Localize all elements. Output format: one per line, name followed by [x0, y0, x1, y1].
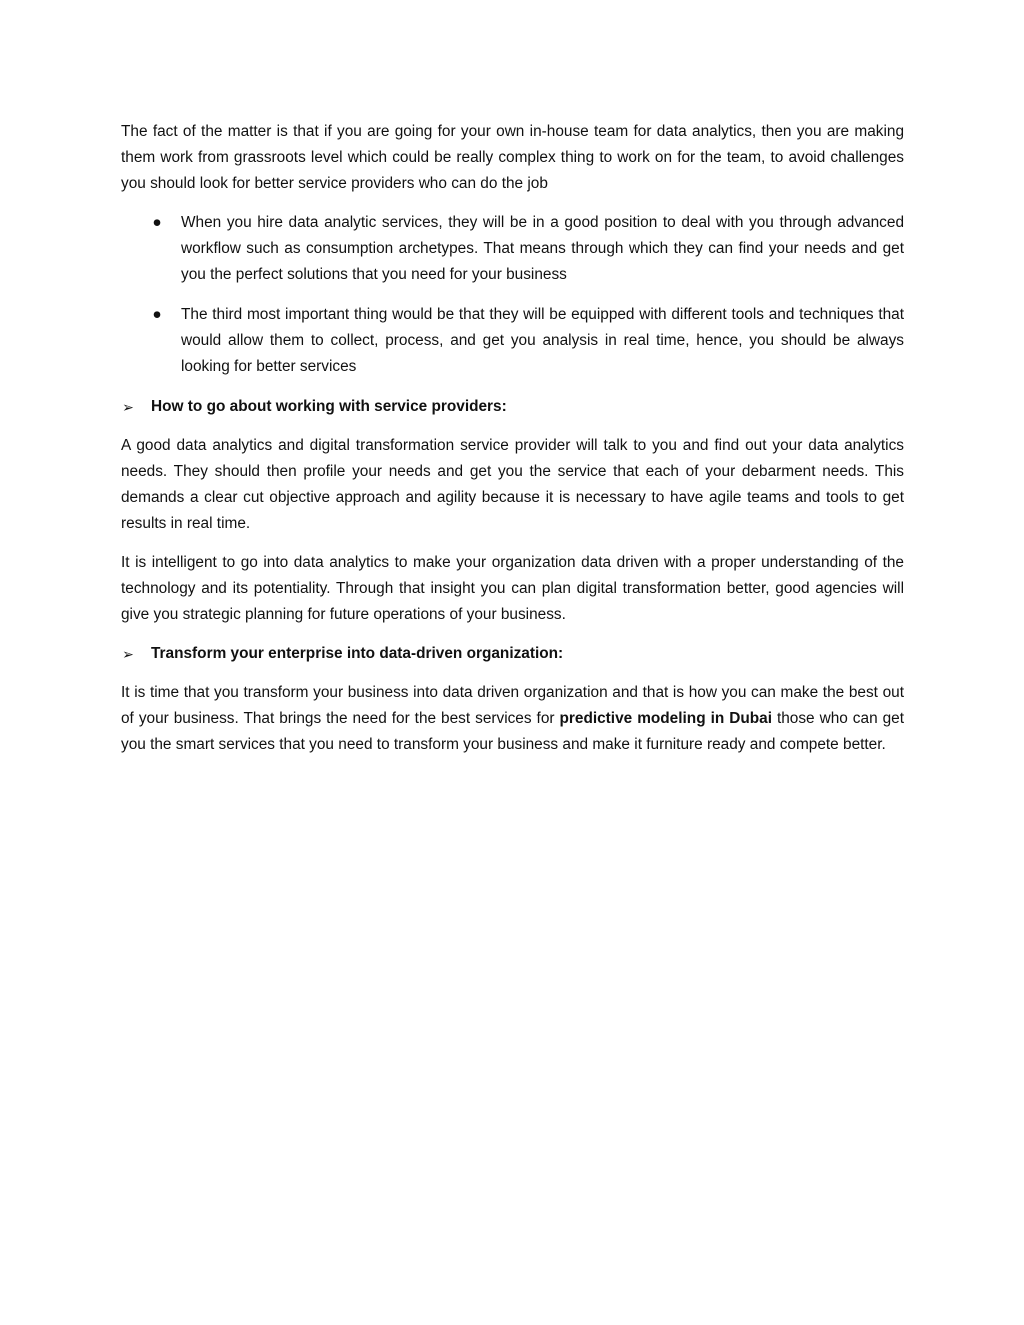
body-paragraph: A good data analytics and digital transformation service provider will talk to you and find out your data analytics needs. They should then profile your needs and get you the service that each of your debarment needs. This demands a clear cut objective approach and agility because it is necessary to have agile teams and tools to get results in real time.: [121, 437, 904, 532]
list-item: [121, 210, 904, 288]
keyword-bold: predictive modeling in Dubai: [559, 710, 772, 727]
bullet-text: When you hire data analytic services, they will be in a good position to deal with you through advanced workflow such as consumption archetypes. That means through which they can find your needs and get you the perfect solutions that you need for your business: [181, 214, 904, 283]
body-paragraph: It is intelligent to go into data analytics to make your organization data driven with a proper understanding of the technology and its potentiality. Through that insight you can plan digital transformation better, good agencies will give you strategic planning for future operations of your business.: [121, 554, 904, 623]
section-heading-text: How to go about working with service providers:: [151, 398, 507, 415]
closing-paragraph: [121, 680, 904, 758]
arrow-bullet-icon: ➢: [122, 646, 134, 662]
bullet-text: The third most important thing would be that they will be equipped with different tools and techniques that would allow them to collect, process, and get you analysis in real time, hence, you should be always looking for better services: [181, 306, 904, 375]
intro-paragraph: The fact of the matter is that if you are going for your own in-house team for data analytics, then you are making them work from grassroots level which could be really complex thing to work on for the team, to avoid challenges you should look for better service providers who can do the job: [121, 123, 904, 192]
closing-text-start: It is time that you transform your business into data driven organization and that is how you can make the best out of your business. That brings the need for the best services for: [121, 684, 904, 727]
section-heading-text: Transform your enterprise into data-driven organization:: [151, 645, 564, 662]
closing-text-end: those who can get you the smart services that you need to transform your business and make it furniture ready and compete better.: [121, 710, 905, 753]
bullet-icon: ●: [152, 306, 162, 323]
list-item: [121, 302, 904, 380]
section-heading: [121, 641, 904, 667]
bullet-icon: ●: [152, 214, 162, 231]
arrow-bullet-icon: ➢: [122, 399, 134, 415]
document-page: [121, 119, 904, 771]
bullet-list: [121, 210, 904, 380]
section-heading: [121, 394, 904, 420]
